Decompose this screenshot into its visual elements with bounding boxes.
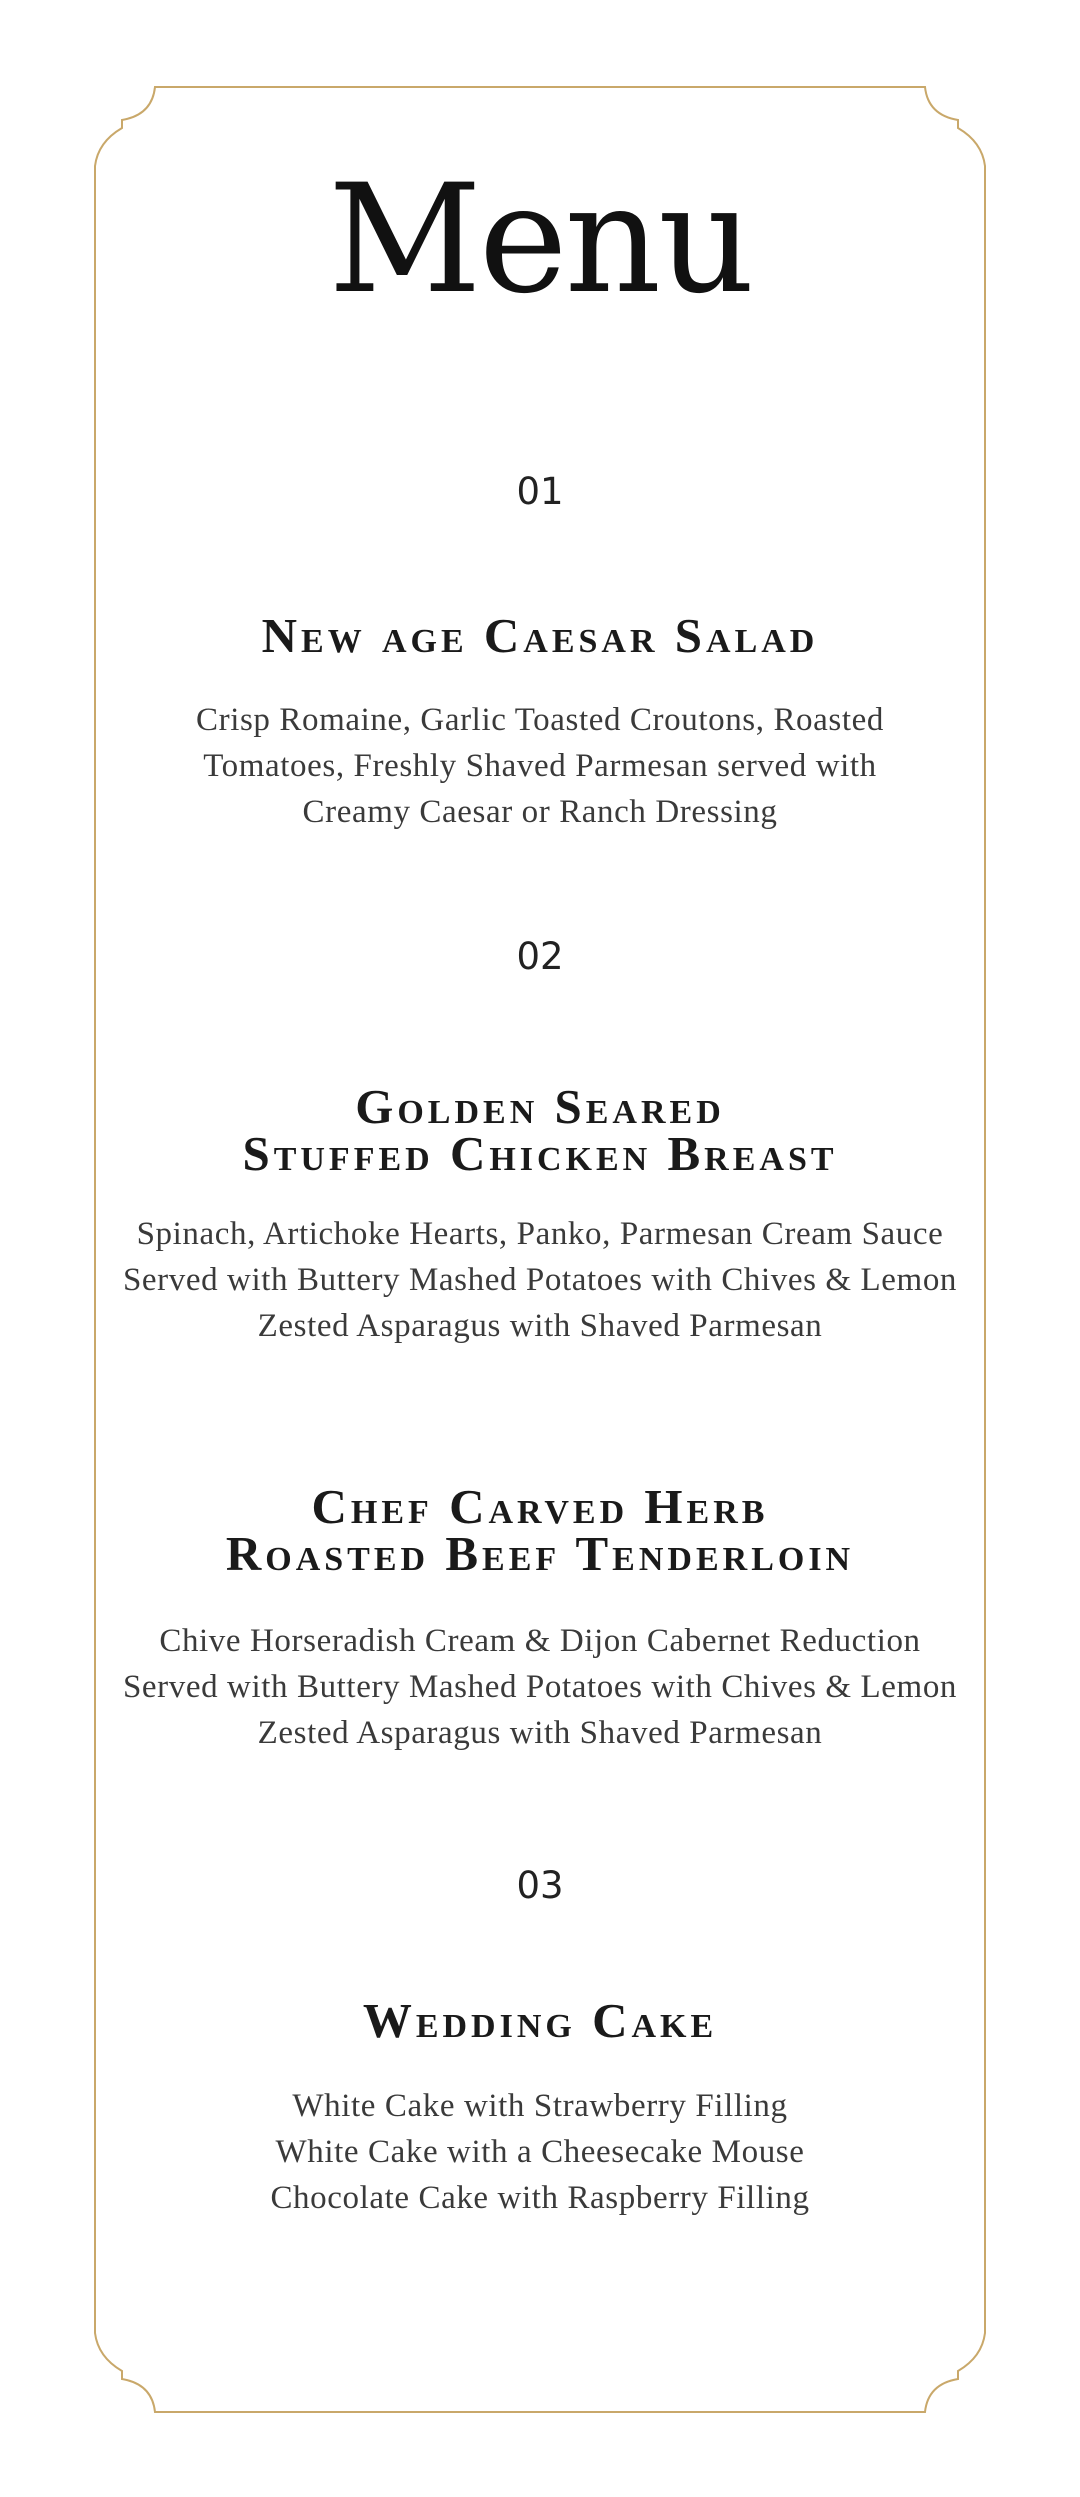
dish-description-caesar-salad — [0, 697, 1080, 835]
dish-description-line: Chocolate Cake with Raspberry Filling — [270, 2180, 810, 2216]
dish-description-line: Crisp Romaine, Garlic Toasted Croutons, Roasted — [196, 702, 884, 738]
dish-title-chicken-breast — [0, 1079, 1080, 1181]
dish-description-beef-tenderloin — [0, 1618, 1080, 1756]
dish-description-line: Chive Horseradish Cream & Dijon Cabernet Reduction — [159, 1623, 921, 1659]
dish-description-line: Creamy Caesar or Ranch Dressing — [302, 794, 778, 830]
dish-title-line: Roasted Beef Tenderloin — [225, 1526, 855, 1581]
dish-description-line: White Cake with Strawberry Filling — [292, 2088, 788, 2124]
dish-description-wedding-cake — [0, 2083, 1080, 2221]
dish-description-line: Tomatoes, Freshly Shaved Parmesan served with — [203, 748, 877, 784]
course-number-02: 02 — [516, 935, 564, 978]
dish-description-line: Zested Asparagus with Shaved Parmesan — [257, 1308, 823, 1344]
dish-title-line: Golden Seared — [355, 1079, 725, 1134]
dish-description-line: Served with Buttery Mashed Potatoes with Chives & Lemon — [122, 1262, 958, 1298]
dish-title-caesar-salad — [0, 608, 1080, 663]
course-number-01: 01 — [516, 470, 564, 513]
dish-title-line: Wedding Cake — [362, 1993, 718, 2048]
dish-description-line: Served with Buttery Mashed Potatoes with Chives & Lemon — [122, 1669, 958, 1705]
dish-title-beef-tenderloin — [0, 1479, 1080, 1581]
dish-title-line: Chef Carved Herb — [311, 1479, 769, 1534]
dish-description-line: Zested Asparagus with Shaved Parmesan — [257, 1715, 823, 1751]
dish-title-wedding-cake — [0, 1993, 1080, 2048]
dish-description-line: White Cake with a Cheesecake Mouse — [275, 2134, 805, 2170]
dish-title-line: Stuffed Chicken Breast — [242, 1126, 838, 1181]
dish-title-line: New age Caesar Salad — [261, 608, 819, 663]
dish-description-chicken-breast — [0, 1211, 1080, 1349]
dish-description-line: Spinach, Artichoke Hearts, Panko, Parmesan Cream Sauce — [136, 1216, 944, 1252]
menu-title: Menu — [328, 153, 752, 327]
course-number-03: 03 — [516, 1864, 564, 1907]
